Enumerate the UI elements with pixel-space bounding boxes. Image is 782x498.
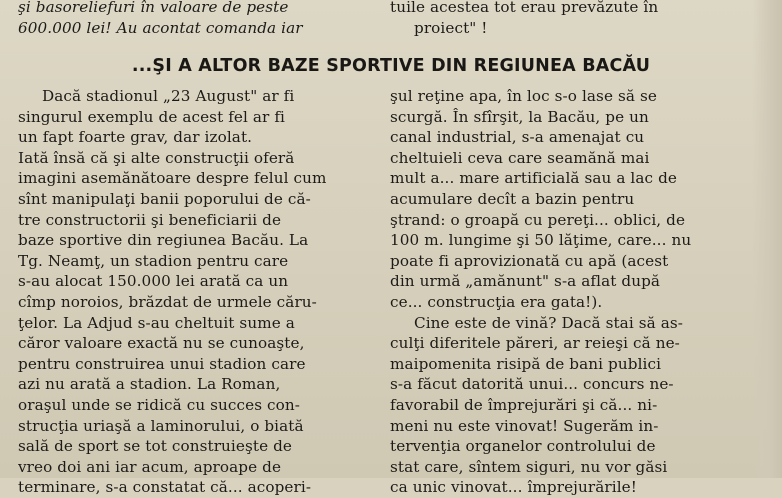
text-line: mult a... mare artificială sau a lac de (390, 169, 677, 188)
text-line: scurgă. În sfîrşit, la Bacău, pe un (390, 107, 649, 126)
text-line: imagini asemănătoare despre felul cum (18, 169, 327, 188)
text-line: Tg. Neamţ, un stadion pentru care (18, 251, 289, 270)
text-line: sală de sport se tot construieşte de (18, 437, 293, 456)
text-line: Cine este de vină? Dacă stai să as- (414, 313, 683, 332)
text-line: tuile acestea tot erau prevăzute în (390, 0, 659, 16)
text-line: Dacă stadionul „23 August" ar fi (42, 87, 295, 105)
text-line: terminare, s-a constatat că... acoperi- (18, 478, 312, 497)
text-line: ţelor. La Adjud s-au cheltuit sume a (18, 313, 295, 332)
text-line: Iată însă că şi alte construcţii oferă (18, 148, 295, 167)
text-line: poate fi aprovizionată cu apă (acest (390, 251, 669, 270)
text-line: culţi diferitele păreri, ar reieşi că ne- (390, 334, 680, 353)
previous-article-right-column (390, 0, 742, 38)
text-line: favorabil de împrejurări şi că... ni- (390, 395, 658, 414)
article-headline: ...ŞI A ALTOR BAZE SPORTIVE DIN REGIUNEA BACĂU (131, 56, 651, 76)
text-line: s-a făcut datorită unui... concurs ne- (390, 375, 674, 394)
text-line: meni nu este vinovat! Sugerăm in- (390, 416, 659, 435)
text-line: sînt manipulaţi banii poporului de că- (18, 189, 311, 208)
text-line: ca unic vinovat... împrejurările! (390, 478, 637, 497)
previous-article-left-column (18, 0, 376, 38)
text-line: un fapt foarte grav, dar izolat. (18, 128, 253, 147)
text-line: ştrand: o groapă cu pereţi... oblici, de (390, 210, 686, 229)
text-line: s-au alocat 150.000 lei arată ca un (18, 272, 289, 291)
text-line: maipomenita risipă de bani publici (390, 354, 662, 373)
text-line: pentru construirea unui stadion care (18, 354, 306, 373)
text-line: 600.000 lei! Au acontat comanda iar (18, 18, 303, 37)
text-line: 100 m. lungime şi 50 lăţime, care... nu (390, 231, 692, 250)
text-line: ce... construcţia era gata!). (390, 292, 603, 311)
text-line: singurul exemplu de acest fel ar fi (18, 107, 286, 126)
text-line: cheltuieli ceva care seamănă mai (390, 148, 650, 167)
text-line: azi nu arată a stadion. La Roman, (18, 375, 281, 394)
page-edge-shadow (752, 0, 782, 478)
text-line: strucţia uriaşă a laminorului, o biată (18, 416, 304, 435)
text-line: căror valoare exactă nu se cunoaşte, (18, 334, 305, 353)
article-left-column (18, 86, 376, 498)
text-line: proiect" ! (414, 18, 488, 37)
text-line: tre constructorii şi beneficiarii de (18, 210, 282, 229)
text-line: acumulare decît a bazin pentru (390, 189, 635, 208)
text-line: tervenţia organelor controlului de (390, 437, 656, 456)
text-line: oraşul unde se ridică cu succes con- (18, 395, 300, 414)
text-line: baze sportive din regiunea Bacău. La (18, 231, 309, 250)
text-line: canal industrial, s-a amenajat cu (390, 128, 645, 147)
text-line: din urmă „amănunt" s-a aflat după (390, 272, 661, 291)
text-line: şi basoreliefuri în valoare de peste (18, 0, 289, 16)
article-right-column (390, 86, 742, 498)
text-line: cîmp noroios, brăzdat de urmele căru- (18, 292, 317, 311)
text-line: vreo doi ani iar acum, aproape de (18, 457, 282, 476)
text-line: şul reţine apa, în loc s-o lase să se (390, 87, 657, 105)
text-line: stat care, sîntem siguri, nu vor găsi (390, 457, 668, 476)
